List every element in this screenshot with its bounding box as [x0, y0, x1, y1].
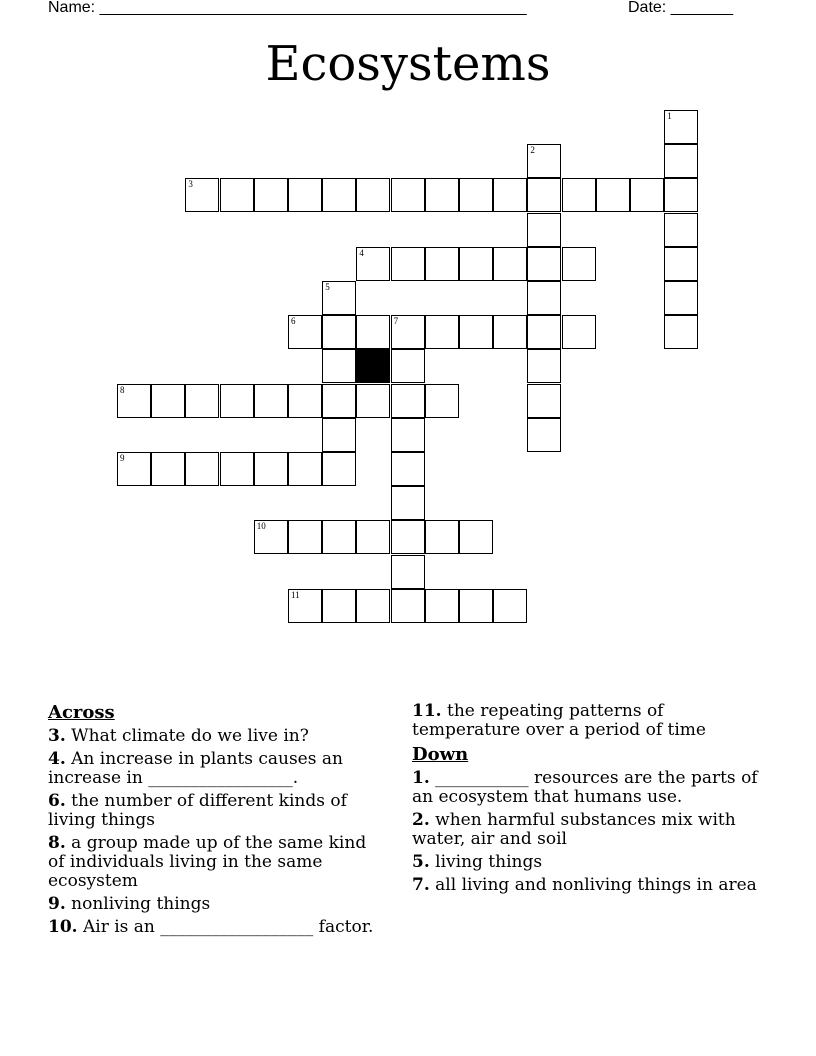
crossword-cell[interactable]: [254, 452, 288, 486]
crossword-cell[interactable]: [254, 520, 288, 554]
clues-column-left: [48, 702, 388, 941]
crossword-cell[interactable]: [493, 247, 527, 281]
crossword-cell[interactable]: [527, 281, 561, 315]
clue-text: a group made up of the same kind of individuals living in the same ecosystem: [48, 833, 367, 891]
clue-number: 4.: [48, 749, 66, 769]
crossword-cell[interactable]: [459, 315, 493, 349]
crossword-cell[interactable]: [596, 178, 630, 212]
crossword-cell[interactable]: [220, 452, 254, 486]
crossword-cell[interactable]: [459, 178, 493, 212]
crossword-cell[interactable]: [664, 178, 698, 212]
crossword-cell[interactable]: [117, 384, 151, 418]
crossword-cell[interactable]: [459, 247, 493, 281]
crossword-cell[interactable]: [391, 178, 425, 212]
clue-across-3: [48, 727, 388, 746]
clue-text: living things: [435, 852, 543, 872]
clue-across-6: [48, 792, 388, 830]
crossword-block: [356, 349, 390, 383]
crossword-cell[interactable]: [562, 247, 596, 281]
crossword-cell[interactable]: [391, 555, 425, 589]
crossword-cell[interactable]: [664, 144, 698, 178]
clue-across-9: [48, 895, 388, 914]
clue-number-label: 10: [256, 521, 266, 532]
clue-number-label: 6: [291, 316, 296, 327]
crossword-cell[interactable]: [527, 349, 561, 383]
clue-down-2: [412, 811, 772, 849]
crossword-cell[interactable]: [459, 589, 493, 623]
crossword-cell[interactable]: [664, 110, 698, 144]
clue-number: 8.: [48, 833, 66, 853]
crossword-cell[interactable]: [322, 281, 356, 315]
crossword-cell[interactable]: [664, 315, 698, 349]
name-field[interactable]: Name: ________________________________________________: [48, 0, 527, 16]
clue-text: the repeating patterns of temperature over a period of time: [412, 701, 706, 740]
crossword-cell[interactable]: [527, 315, 561, 349]
clues-column-right: [412, 702, 772, 899]
crossword-cell[interactable]: [356, 178, 390, 212]
crossword-cell[interactable]: [322, 178, 356, 212]
across-heading: Across: [48, 702, 115, 723]
crossword-cell[interactable]: [322, 452, 356, 486]
clue-number-label: 5: [325, 282, 330, 292]
clue-across-11: [412, 702, 772, 740]
crossword-cell[interactable]: [425, 520, 459, 554]
crossword-cell[interactable]: [493, 315, 527, 349]
crossword-cell[interactable]: [322, 520, 356, 554]
crossword-cell[interactable]: [322, 315, 356, 349]
clue-number-label: 1: [667, 111, 672, 121]
crossword-cell[interactable]: [322, 418, 356, 452]
crossword-cell[interactable]: [288, 589, 322, 623]
clue-number: 1.: [412, 768, 430, 788]
clue-number: 9.: [48, 894, 66, 914]
crossword-cell[interactable]: [391, 315, 425, 349]
crossword-cell[interactable]: [254, 384, 288, 418]
clue-number-label: 8: [120, 384, 125, 395]
clue-across-10: [48, 918, 388, 937]
crossword-cell[interactable]: [288, 452, 322, 486]
crossword-cell[interactable]: [664, 247, 698, 281]
crossword-cell[interactable]: [322, 349, 356, 383]
crossword-cell[interactable]: [356, 247, 390, 281]
crossword-cell[interactable]: [391, 418, 425, 452]
crossword-cell[interactable]: [391, 349, 425, 383]
crossword-cell[interactable]: [391, 384, 425, 418]
clue-number-label: 7: [393, 316, 399, 327]
clue-down-5: [412, 853, 772, 872]
crossword-cell[interactable]: [356, 589, 390, 623]
crossword-cell[interactable]: [391, 452, 425, 486]
crossword-cell[interactable]: [459, 520, 493, 554]
clue-text: What climate do we live in?: [71, 726, 309, 746]
clue-number: 5.: [412, 852, 430, 872]
crossword-cell[interactable]: [288, 315, 322, 349]
clue-text: all living and nonliving things in area: [435, 875, 757, 895]
clue-number: 2.: [412, 810, 430, 830]
clue-number-label: 11: [291, 589, 300, 600]
crossword-cell[interactable]: [425, 178, 459, 212]
crossword-cell[interactable]: [322, 589, 356, 623]
clue-number-label: 2: [530, 145, 535, 156]
crossword-cell[interactable]: [288, 520, 322, 554]
crossword-cell[interactable]: [185, 178, 219, 212]
crossword-cell[interactable]: [493, 589, 527, 623]
crossword-cell[interactable]: [220, 178, 254, 212]
crossword-cell[interactable]: [425, 315, 459, 349]
clue-number-label: 4: [359, 247, 364, 258]
clue-number-label: 9: [120, 453, 125, 463]
crossword-cell[interactable]: [391, 247, 425, 281]
clue-down-7: [412, 876, 772, 895]
crossword-cell[interactable]: [425, 247, 459, 281]
clue-text: when harmful substances mix with water, air and soil: [412, 810, 736, 849]
crossword-cell[interactable]: [527, 247, 561, 281]
down-heading: Down: [412, 744, 469, 765]
clue-across-4: [48, 750, 388, 788]
clue-text: ___________ resources are the parts of an ecosystem that humans use.: [412, 768, 758, 807]
crossword-cell[interactable]: [356, 384, 390, 418]
clue-number-label: 3: [188, 179, 193, 190]
crossword-cell[interactable]: [117, 452, 151, 486]
crossword-cell[interactable]: [185, 452, 219, 486]
crossword-cell[interactable]: [391, 486, 425, 520]
crossword-cell[interactable]: [527, 418, 561, 452]
crossword-cell[interactable]: [527, 213, 561, 247]
crossword-cell[interactable]: [562, 315, 596, 349]
crossword-cell[interactable]: [151, 452, 185, 486]
clue-number: 6.: [48, 791, 66, 811]
crossword-cell[interactable]: [391, 589, 425, 623]
crossword-cell[interactable]: [356, 520, 390, 554]
clue-number: 7.: [412, 875, 430, 895]
clue-number: 3.: [48, 726, 66, 746]
date-field[interactable]: Date: _______: [628, 0, 733, 16]
crossword-cell[interactable]: [493, 178, 527, 212]
clue-number: 11.: [412, 701, 442, 721]
clue-text: Air is an __________________ factor.: [82, 917, 374, 937]
crossword-cell[interactable]: [664, 213, 698, 247]
clue-down-1: [412, 769, 772, 807]
crossword-cell[interactable]: [527, 144, 561, 178]
clue-text: the number of different kinds of living things: [48, 791, 347, 830]
crossword-cell[interactable]: [391, 520, 425, 554]
crossword-cell[interactable]: [527, 384, 561, 418]
crossword-cell[interactable]: [220, 384, 254, 418]
crossword-cell[interactable]: [288, 178, 322, 212]
clue-text: An increase in plants causes an increase in _________________.: [48, 749, 343, 788]
crossword-cell[interactable]: [630, 178, 664, 212]
crossword-cell[interactable]: [527, 178, 561, 212]
crossword-cell[interactable]: [254, 178, 288, 212]
crossword-cell[interactable]: [425, 384, 459, 418]
clue-text: nonliving things: [71, 894, 211, 914]
clue-across-8: [48, 834, 388, 891]
crossword-cell[interactable]: [151, 384, 185, 418]
crossword-cell[interactable]: [425, 589, 459, 623]
crossword-cell[interactable]: [185, 384, 219, 418]
clue-number: 10.: [48, 917, 78, 937]
crossword-cell[interactable]: [288, 384, 322, 418]
page-title: Ecosystems: [265, 36, 551, 92]
crossword-cell[interactable]: [356, 315, 390, 349]
crossword-cell[interactable]: [562, 178, 596, 212]
crossword-cell[interactable]: [664, 281, 698, 315]
crossword-cell[interactable]: [322, 384, 356, 418]
